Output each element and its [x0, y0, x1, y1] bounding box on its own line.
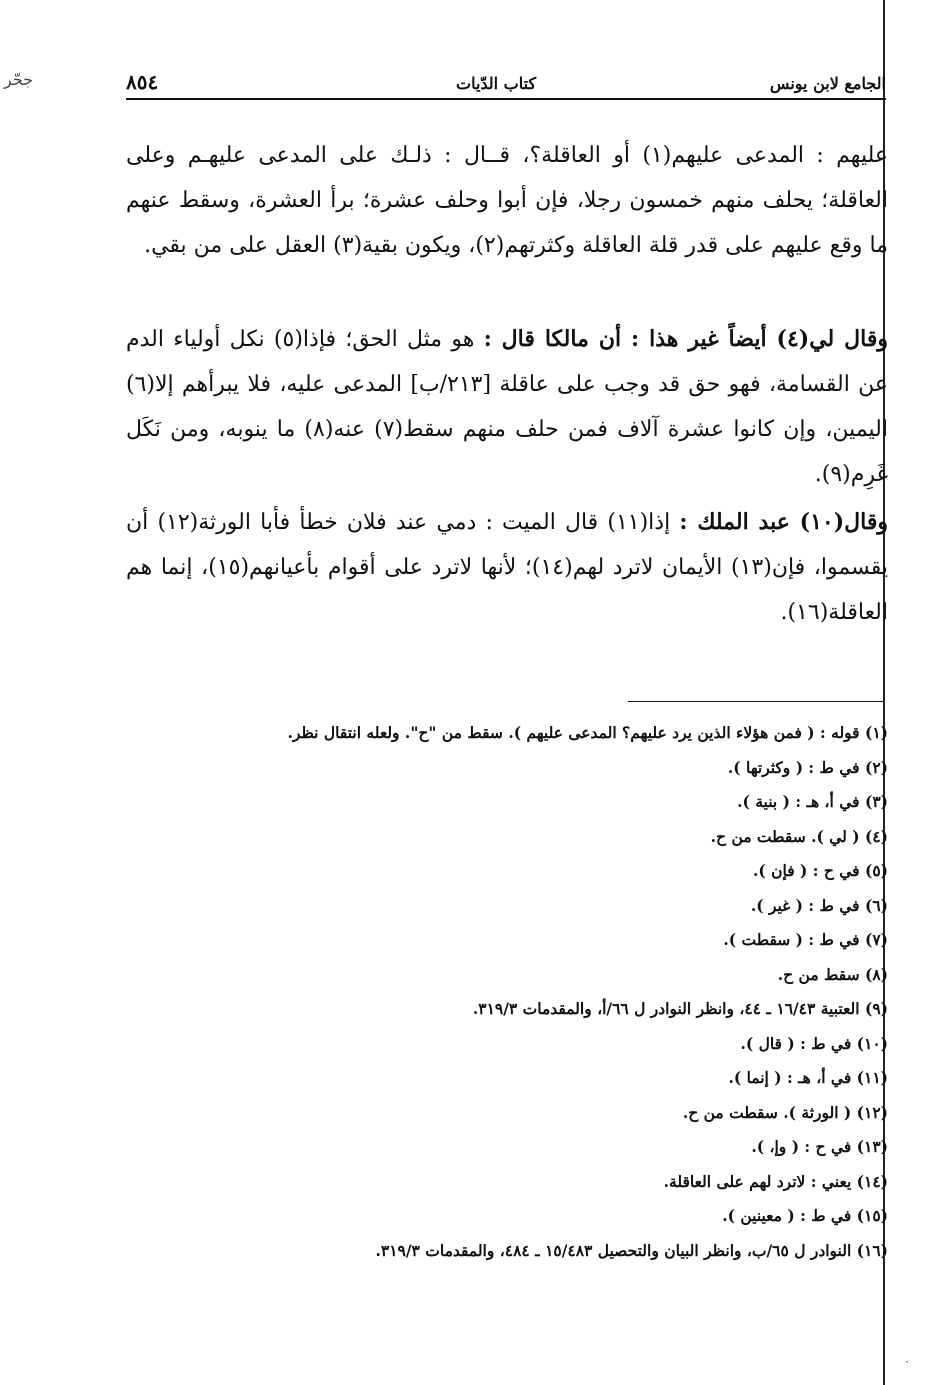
paragraph-text: هو مثل الحق؛ فإذا(٥) نكل أولياء الدم عن القسامة، فهو حق قد وجب على عاقلة [٢١٣/ب] المدعى عليه، فلا يبرأهم إلا(٦) اليمين، وإن كانوا عشرة آلاف فمن حلف منهم سقط(٧) عنه(٨) ما ينوبه، ومن نَكَل غَرِم(٩). [126, 327, 888, 487]
paragraph-text: عليهم : المدعى عليهم(١) أو العاقلة؟، قــال : ذلـك على المدعى عليهـم وعلى العاقلة؛ يحلف منهم خمسون رجلا، فإن أبوا وحلف عشرة؛ برأ العشرة، وسقط عنهم ما وقع عليهم على قدر قلة العاقلة وكثرتهم(٢)، ويكون بقية(٣) العقل على من بقي. [126, 143, 888, 258]
page-number: ٨٥٤ [126, 70, 159, 94]
footnote: (١٤) يعني : لاترد لهم على العاقلة. [663, 1171, 888, 1191]
paragraph-3 [126, 500, 888, 635]
section-title: كتاب الدّيات [456, 74, 537, 93]
corner-mark: · [905, 1355, 909, 1369]
footnote: (١٣) في ح : ( وإ، ). [751, 1137, 888, 1156]
footnote: (٣) في أ، هـ : ( بنية ). [737, 792, 888, 811]
footnote: (٦) في ط : ( غير ). [750, 895, 888, 915]
footnote: (٤) ( لي ). سقطت من ح. [710, 826, 888, 846]
paragraph-1 [126, 133, 888, 268]
margin-scribble: جحّر [4, 70, 34, 89]
paragraph-lead: وقال لي(٤) أيضاً غير هذا : أن مالكا قال : [483, 326, 889, 352]
footnote: (١٠) في ط : ( قال ). [740, 1033, 888, 1053]
paragraph-2 [126, 317, 888, 497]
footnote: (٩) العتبية ١٦/٤٣ ـ ٤٤، وانظر النوادر ل ٦٦/أ، والمقدمات ٣١٩/٣. [472, 999, 888, 1018]
footnote: (٢) في ط : ( وكثرتها ). [727, 757, 888, 777]
paragraph-lead: وقال(١٠) عبد الملك : [679, 509, 888, 535]
footnotes [170, 716, 888, 1268]
footnote: (١) قوله : ( فمن هؤلاء الذين يرد عليهم؟ المدعى عليهم ). سقط من "ح". ولعله انتقال نظر. [287, 723, 888, 742]
footnote: (١٥) في ط : ( معينين ). [722, 1206, 888, 1225]
paragraph-text: إذا(١١) قال الميت : دمي عند فلان خطأ فأبا الورثة(١٢) أن يقسموا، فإن(١٣) الأيمان لاترد لهم(١٤)؛ لأنها لاترد على أقوام بأعيانهم(١٥)، إنما هم العاقلة(١٦). [126, 510, 888, 625]
page-header [126, 70, 886, 100]
footnote-divider [628, 701, 884, 702]
footnote: (٥) في ح : ( فإن ). [752, 861, 888, 880]
footnote: (١٢) ( الورثة ). سقطت من ح. [682, 1102, 888, 1122]
footnote: (١٦) النوادر ل ٦٥/ب، وانظر البيان والتحصيل ١٥/٤٨٣ ـ ٤٨٤، والمقدمات ٣١٩/٣. [375, 1240, 888, 1260]
footnote: (٧) في ط : ( سقطت ). [723, 930, 888, 949]
book-title: الجامع لابن يونس [769, 74, 886, 93]
footnote: (١١) في أ، هـ : ( إنما ). [728, 1068, 888, 1087]
footnote: (٨) سقط من ح. [777, 964, 888, 984]
